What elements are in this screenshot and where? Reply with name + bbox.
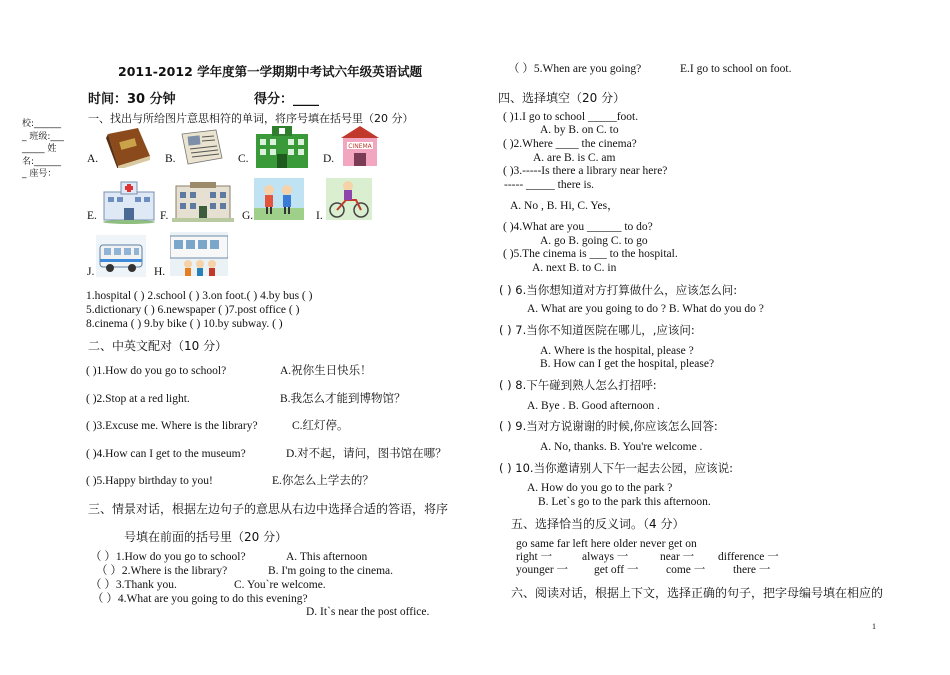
section2-q4: ( )4.How can I get to the museum?	[86, 448, 246, 460]
section4-q9: ( ) 9.当对方说谢谢的时候,你应该怎么回答:	[499, 419, 718, 433]
section2-a3: C.红灯停。	[292, 420, 349, 432]
section3-q3: （ ）3.Thank you.	[90, 579, 177, 591]
section4-q8: ( ) 8.下午碰到熟人怎么打招呼:	[499, 378, 657, 392]
section4-line-3: ( )2.Where ____ the cinema?	[503, 138, 637, 150]
time-label: 时间：30 分钟	[88, 92, 176, 107]
section3-a3: C. You`re welcome.	[234, 579, 326, 591]
section4-q7: ( ) 7.当你不知道医院在哪儿，,应该问:	[499, 323, 695, 337]
section2-a4: D.对不起，请问，图书馆在哪？	[286, 448, 447, 460]
pic-label-b: B.	[165, 153, 176, 165]
section4-q6: ( ) 6.当你想知道对方打算做什么，应该怎么问:	[499, 283, 738, 297]
section2-q5: ( )5.Happy birthday to you!	[86, 475, 213, 487]
side-class: _ 班级:___	[22, 131, 64, 142]
section3-q2: （ ）2.Where is the library?	[96, 565, 228, 577]
section1-line-1: 1.hospital ( ) 2.school ( ) 3.on foot.( ) 4.by bus ( )	[86, 290, 313, 302]
section2-q2: ( )2.Stop at a red light.	[86, 393, 190, 405]
cinema-icon	[337, 124, 383, 168]
hospital-building-icon	[252, 124, 312, 170]
side-name-1: _____ 姓	[22, 144, 57, 154]
pic-label-e: E.	[87, 210, 97, 222]
section4-line-2: A. by B. on C. to	[540, 124, 619, 136]
section5-pair-1-3: near 一	[660, 551, 695, 563]
side-info	[22, 118, 64, 181]
bus-icon	[96, 235, 146, 277]
section4-line-8: ( )4.What are you ______ to do?	[503, 221, 653, 233]
post-office-icon	[170, 180, 236, 224]
section4-line-5: ( )3.-----Is there a library near here?	[503, 165, 668, 177]
section6-title: 六、阅读对话，根据上下文，选择正确的句子，把字母编号填在相应的	[511, 586, 884, 600]
section5-pair-2-3: come 一	[666, 564, 706, 576]
section3-title: 三、情景对话，根据左边句子的意思从右边中选择合适的答语，将序	[88, 502, 449, 516]
side-school: 校:______	[22, 119, 62, 129]
newspaper-icon	[178, 128, 226, 166]
pic-label-a: A.	[87, 153, 99, 165]
section2-a1: A.祝你生日快乐！	[280, 365, 372, 377]
section4-q10-opt-b: B. Let`s go to the park this afternoon.	[538, 496, 711, 508]
section3-a5: E.I go to school on foot.	[680, 63, 792, 75]
children-walking-icon	[254, 178, 304, 220]
section4-q10-opt-a: A. How do you go to the park ?	[527, 482, 673, 494]
section4-line-4: A. are B. is C. am	[533, 152, 616, 164]
subway-icon	[170, 232, 228, 276]
pic-label-j: J.	[87, 266, 95, 278]
section3-a4: D. It`s near the post office.	[306, 606, 430, 618]
section2-title: 二、中英文配对（10 分）	[88, 339, 228, 353]
section5-words: go same far left here older never get on	[516, 538, 697, 550]
section5-pair-2-1: younger 一	[516, 564, 569, 576]
section2-q1: ( )1.How do you go to school?	[86, 365, 227, 377]
section4-line-10: ( )5.The cinema is ___ to the hospital.	[503, 248, 678, 260]
svg-text:CINEMA: CINEMA	[348, 143, 372, 150]
section3-q5: （ ）5.When are you going?	[508, 63, 642, 75]
section3-a1: A. This afternoon	[286, 551, 368, 563]
section1-title: 一、找出与所给图片意思相符的单词，将序号填在括号里（20 分）	[88, 112, 414, 125]
section2-q3: ( )3.Excuse me. Where is the library?	[86, 420, 258, 432]
section4-q6-opts: A. What are you going to do ? B. What do you do ?	[527, 303, 764, 315]
hospital-icon	[100, 180, 158, 224]
section2-a2: B.我怎么才能到博物馆？	[280, 393, 406, 405]
section3-q1: （ ）1.How do you go to school?	[90, 551, 246, 563]
section3-a2: B. I'm going to the cinema.	[268, 565, 394, 577]
page-title: 2011-2012 学年度第一学期期中考试六年级英语试题	[118, 64, 423, 79]
section4-line-11: A. next B. to C. in	[532, 262, 617, 274]
pic-label-f: F.	[160, 210, 169, 222]
page-number: 1	[872, 622, 876, 631]
section4-q7-opt-a: A. Where is the hospital, please ?	[540, 345, 694, 357]
section5-pair-2-2: get off 一	[594, 564, 639, 576]
section5-title: 五、选择恰当的反义词。（4 分）	[511, 517, 685, 531]
section5-pair-2-4: there 一	[733, 564, 771, 576]
section5-pair-1-4: difference 一	[718, 551, 779, 563]
pic-label-g: G.	[242, 210, 254, 222]
pic-label-c: C.	[238, 153, 249, 165]
section4-line-9: A. go B. going C. to go	[540, 235, 648, 247]
pic-label-i: I.	[316, 210, 323, 222]
section4-line-1: ( )1.I go to school _____foot.	[503, 111, 639, 123]
dictionary-icon	[98, 126, 153, 168]
bike-rider-icon	[326, 178, 372, 220]
section4-title: 四、选择填空（20 分）	[498, 91, 626, 105]
section2-a5: E.你怎么上学去的？	[272, 475, 374, 487]
section5-pair-1-2: always 一	[582, 551, 629, 563]
pic-label-d: D.	[323, 153, 335, 165]
section3-title-2: 号填在前面的括号里（20 分）	[124, 530, 288, 544]
section3-q4: （ ）4.What are you going to do this evening?	[92, 593, 308, 605]
section5-pair-1-1: right 一	[516, 551, 553, 563]
side-seat: _ 座号：	[22, 169, 57, 179]
section4-line-7: A. No , B. Hi, C. Yes，	[510, 200, 619, 212]
section1-line-3: 8.cinema ( ) 9.by bike ( ) 10.by subway. ( )	[86, 318, 283, 330]
score-label: 得分：____	[254, 92, 320, 107]
side-name-2: 名:______	[22, 156, 62, 167]
pic-label-h: H.	[154, 266, 166, 278]
section1-line-2: 5.dictionary ( ) 6.newspaper ( )7.post office ( )	[86, 304, 300, 316]
section4-q9-opts: A. No, thanks. B. You're welcome .	[540, 441, 703, 453]
section4-q8-opts: A. Bye . B. Good afternoon .	[527, 400, 660, 412]
section4-line-6: ----- _____ there is.	[504, 179, 595, 191]
section4-q10: ( ) 10.当你邀请别人下午一起去公园，应该说:	[499, 461, 733, 475]
section4-q7-opt-b: B. How can I get the hospital, please?	[540, 358, 715, 370]
